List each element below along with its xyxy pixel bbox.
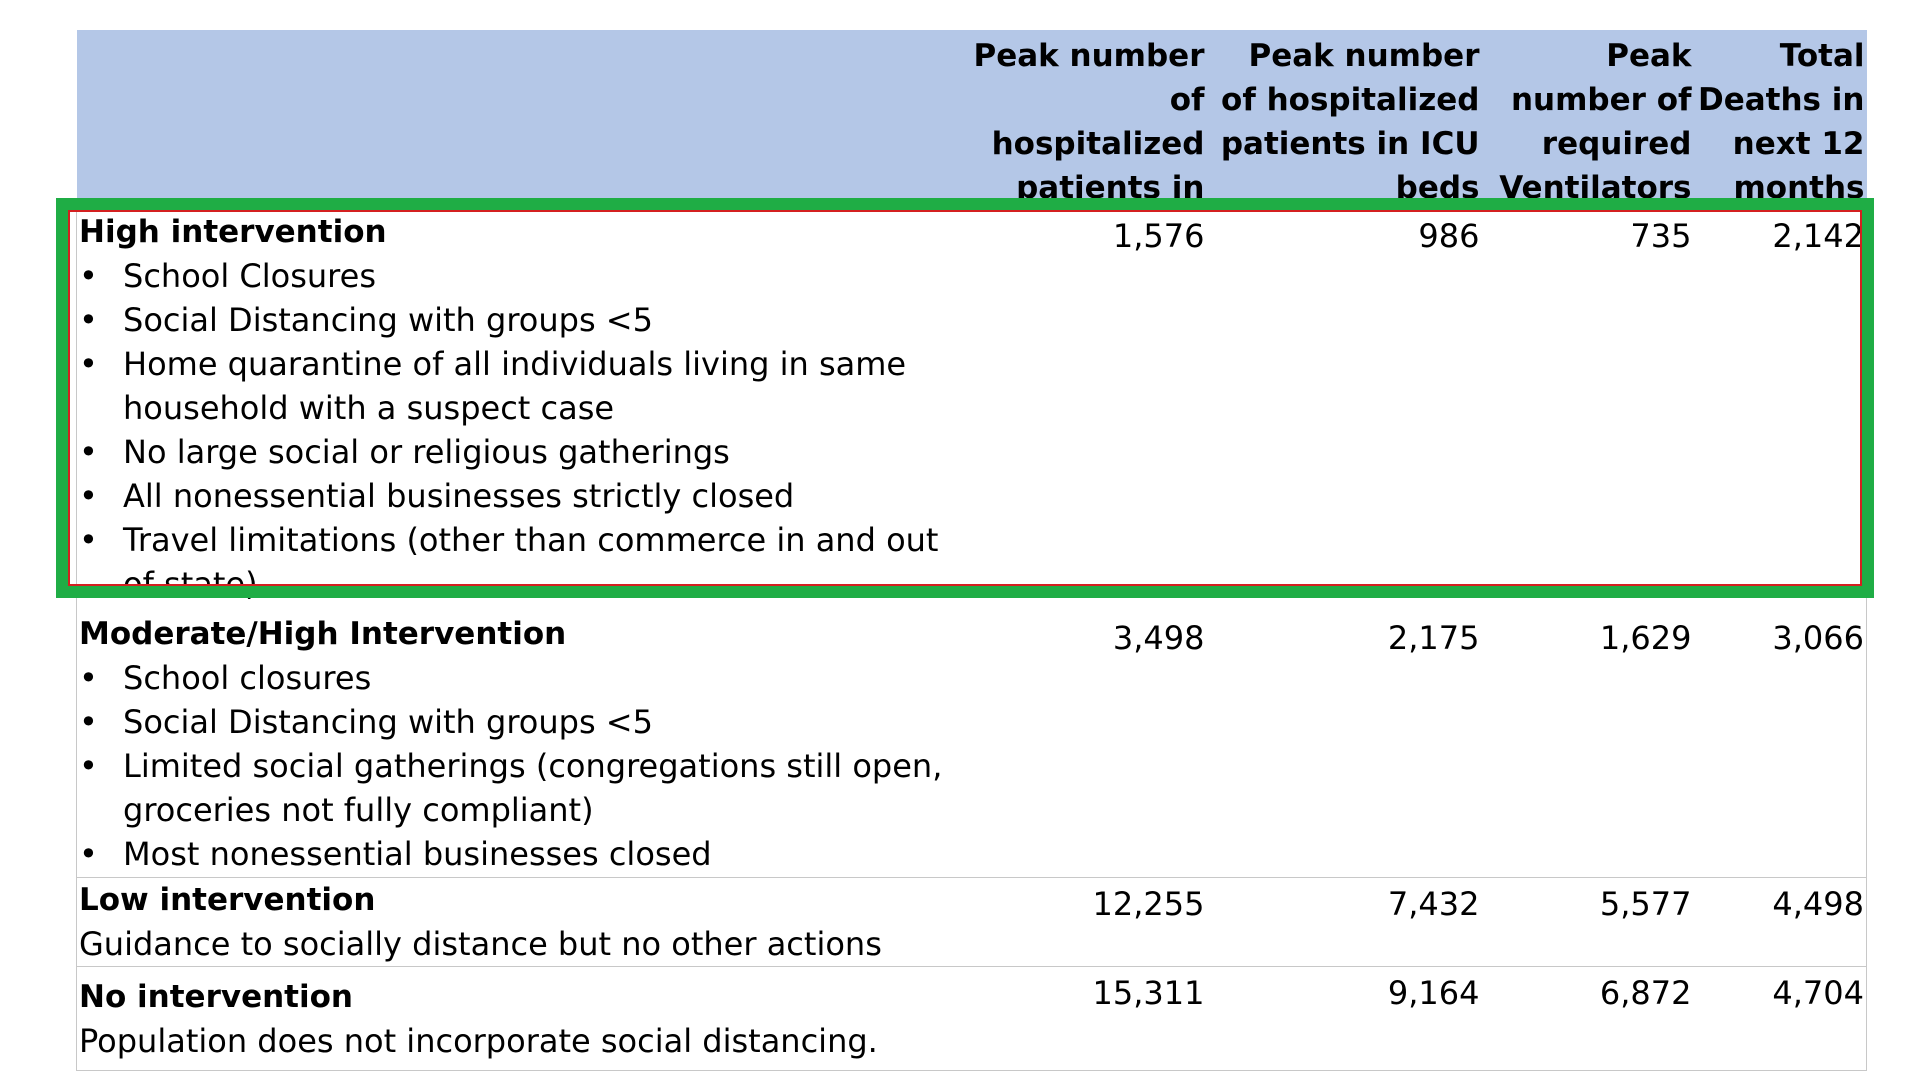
list-item: • Social Distancing with groups <5 xyxy=(79,703,653,741)
list-item: • Limited social gatherings (congregations still open, groceries not fully compliant) xyxy=(79,747,943,829)
value-ventilators: 5,577 xyxy=(1599,884,1692,923)
header-scenario xyxy=(77,30,947,210)
table-header-row xyxy=(77,30,1867,210)
value-medical-beds: 15,311 xyxy=(1092,973,1205,1012)
table-row xyxy=(77,877,1867,966)
list-item: • Home quarantine of all individuals living in same household with a suspect case xyxy=(79,345,907,427)
value-medical-beds: 3,498 xyxy=(1112,619,1205,657)
list-item: • School closures xyxy=(79,659,372,697)
scenario-measures-list xyxy=(79,656,945,876)
table-row xyxy=(77,966,1867,1070)
value-ventilators: 1,629 xyxy=(1599,619,1692,657)
scenario-measures-list xyxy=(79,254,945,606)
scenario-table-container xyxy=(76,30,1866,1071)
table-row xyxy=(77,612,1867,877)
table-row xyxy=(77,210,1867,612)
list-item: • All nonessential businesses strictly closed xyxy=(79,477,795,515)
scenario-title: No intervention xyxy=(79,978,353,1015)
value-icu-beds: 9,164 xyxy=(1387,973,1480,1012)
scenario-title: High intervention xyxy=(79,214,387,250)
scenario-description: Population does not incorporate social distancing. xyxy=(79,1021,878,1060)
intervention-scenarios-table xyxy=(76,30,1867,1071)
scenario-title: Moderate/High Intervention xyxy=(79,616,567,652)
list-item: • No large social or religious gatherings xyxy=(79,433,730,471)
value-medical-beds: 1,576 xyxy=(1112,217,1205,255)
value-medical-beds: 12,255 xyxy=(1092,884,1205,923)
value-ventilators: 735 xyxy=(1630,217,1692,255)
value-total-deaths: 4,498 xyxy=(1772,884,1864,923)
header-ventilators: Peak number of required Ventilators xyxy=(1499,38,1692,206)
scenario-description: Guidance to socially distance but no other actions xyxy=(79,924,882,963)
scenario-cell xyxy=(77,966,947,1070)
header-icu-beds: Peak number of hospitalized patients in ICU beds xyxy=(1220,38,1480,206)
value-icu-beds: 2,175 xyxy=(1387,619,1480,657)
value-icu-beds: 986 xyxy=(1418,217,1480,255)
scenario-cell xyxy=(77,612,947,877)
list-item: • School Closures xyxy=(79,257,376,295)
value-total-deaths: 2,142 xyxy=(1772,217,1864,255)
value-icu-beds: 7,432 xyxy=(1387,884,1480,923)
header-total-deaths: Total Deaths in next 12 months xyxy=(1697,38,1865,206)
list-item: • Travel limitations (other than commerce in and out of state) xyxy=(79,521,939,603)
value-ventilators: 6,872 xyxy=(1599,973,1692,1012)
list-item: • Social Distancing with groups <5 xyxy=(79,301,653,339)
list-item: • Most nonessential businesses closed xyxy=(79,835,712,873)
scenario-cell xyxy=(77,210,947,612)
scenario-title: Low intervention xyxy=(79,881,376,918)
header-medical-beds: Peak number of hospitalized patients in xyxy=(973,38,1205,206)
value-total-deaths: 4,704 xyxy=(1772,973,1864,1012)
scenario-cell xyxy=(77,877,947,966)
value-total-deaths: 3,066 xyxy=(1772,619,1864,657)
